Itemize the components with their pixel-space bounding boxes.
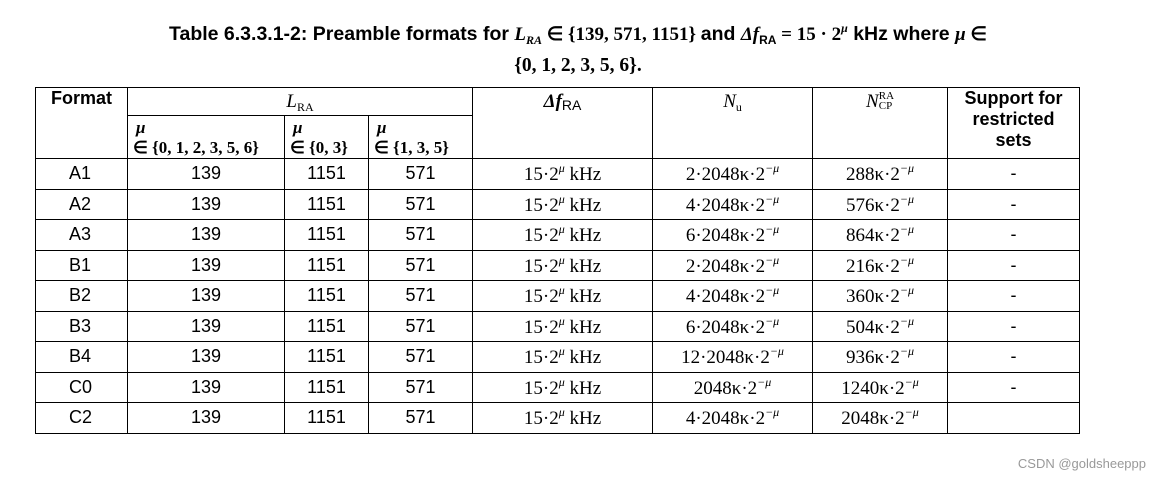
cell-nu-sup: −μ bbox=[757, 374, 772, 389]
header-lra-symbol: L bbox=[286, 91, 297, 112]
cell-text: C0 bbox=[69, 376, 93, 397]
cell-support bbox=[948, 250, 1080, 281]
cell-nu-sup: −μ bbox=[765, 191, 780, 206]
table-row bbox=[36, 403, 1080, 434]
table-row bbox=[36, 372, 1080, 403]
cell-ncp bbox=[813, 311, 948, 342]
cell-df-sup: μ bbox=[558, 252, 565, 267]
cell-df: 15·2 bbox=[523, 255, 559, 277]
cell-text: - bbox=[1010, 254, 1017, 275]
cell-text: B1 bbox=[69, 254, 92, 275]
cell-df-unit: kHz bbox=[564, 408, 602, 430]
header-nu-symbol: N bbox=[723, 91, 736, 112]
cell-ncp-sup: −μ bbox=[899, 252, 915, 267]
cell-format bbox=[36, 281, 128, 312]
cell-df-unit: kHz bbox=[564, 255, 602, 277]
cell-text: 139 bbox=[190, 193, 222, 214]
cell-format bbox=[36, 403, 128, 434]
cell-text: 1151 bbox=[307, 315, 346, 336]
cell-l571 bbox=[369, 159, 473, 190]
cell-ncp-sup: −μ bbox=[899, 344, 915, 359]
header-ncp-sup: RA bbox=[878, 90, 895, 102]
cell-text: 139 bbox=[190, 163, 222, 184]
cell-df-unit: kHz bbox=[564, 286, 602, 308]
cell-text: 571 bbox=[405, 315, 436, 336]
cell-text: 1151 bbox=[307, 407, 346, 428]
cell-support bbox=[948, 159, 1080, 190]
cell-l1151 bbox=[285, 189, 369, 220]
cell-ncp-value: 2048κ·2 bbox=[841, 408, 905, 430]
cell-text: 139 bbox=[190, 285, 222, 306]
cell-nu bbox=[653, 342, 813, 373]
cell-text: 139 bbox=[190, 346, 222, 367]
cell-l139 bbox=[128, 250, 285, 281]
cell-text: - bbox=[1010, 376, 1017, 397]
cell-text: 1151 bbox=[307, 224, 346, 245]
cell-text: 139 bbox=[190, 224, 222, 245]
caption-set: ∈ {139, 571, 1151} bbox=[542, 24, 701, 45]
caption-mu: μ bbox=[955, 24, 966, 45]
header-delta-sub: RA bbox=[561, 97, 582, 113]
header-lra bbox=[128, 88, 473, 116]
header-set-03: ∈ {0, 3} bbox=[290, 138, 348, 157]
table-row bbox=[36, 342, 1080, 373]
cell-nu-value: 2·2048κ·2 bbox=[685, 255, 766, 277]
table-row bbox=[36, 281, 1080, 312]
caption-line2: {0, 1, 2, 3, 5, 6}. bbox=[514, 55, 642, 76]
cell-nu-sup: −μ bbox=[765, 313, 780, 328]
header-delta-symbol: Δf bbox=[543, 91, 562, 112]
cell-text: - bbox=[1010, 224, 1017, 245]
cell-l1151 bbox=[285, 159, 369, 190]
header-set-all: ∈ {0, 1, 2, 3, 5, 6} bbox=[133, 138, 259, 157]
cell-df: 15·2 bbox=[523, 316, 559, 338]
cell-text: A1 bbox=[69, 163, 92, 184]
cell-ncp bbox=[813, 250, 948, 281]
header-ncp bbox=[813, 88, 948, 159]
cell-text: 1151 bbox=[307, 346, 346, 367]
cell-format bbox=[36, 372, 128, 403]
cell-text: A3 bbox=[69, 224, 92, 245]
cell-l571 bbox=[369, 250, 473, 281]
cell-delta-f bbox=[473, 403, 653, 434]
cell-df: 15·2 bbox=[523, 194, 559, 216]
cell-text: A2 bbox=[69, 193, 92, 214]
cell-text: 571 bbox=[405, 376, 436, 397]
cell-support bbox=[948, 372, 1080, 403]
cell-ncp bbox=[813, 189, 948, 220]
cell-l1151 bbox=[285, 250, 369, 281]
header-mu-all bbox=[128, 116, 285, 159]
cell-l1151 bbox=[285, 372, 369, 403]
cell-nu-sup: −μ bbox=[765, 252, 780, 267]
cell-nu bbox=[653, 372, 813, 403]
header-ncp-symbol: N bbox=[866, 91, 879, 112]
cell-ncp-value: 936κ·2 bbox=[846, 347, 900, 369]
cell-df: 15·2 bbox=[523, 225, 559, 247]
cell-l139 bbox=[128, 220, 285, 251]
cell-l139 bbox=[128, 372, 285, 403]
cell-delta-f bbox=[473, 250, 653, 281]
cell-text: 571 bbox=[405, 193, 436, 214]
cell-support bbox=[948, 342, 1080, 373]
cell-ncp-sup: −μ bbox=[899, 283, 915, 298]
cell-df-unit: kHz bbox=[564, 225, 602, 247]
cell-format bbox=[36, 220, 128, 251]
cell-l139 bbox=[128, 281, 285, 312]
cell-nu-value: 4·2048κ·2 bbox=[685, 286, 766, 308]
cell-ncp-sup: −μ bbox=[899, 313, 915, 328]
cell-text: 1151 bbox=[307, 376, 346, 397]
cell-text: 571 bbox=[405, 346, 436, 367]
cell-text: 571 bbox=[405, 224, 436, 245]
cell-ncp-value: 360κ·2 bbox=[846, 286, 900, 308]
cell-l571 bbox=[369, 372, 473, 403]
cell-nu-value: 4·2048κ·2 bbox=[685, 194, 766, 216]
header-support: Support for restricted sets bbox=[948, 88, 1080, 159]
header-nu bbox=[653, 88, 813, 159]
cell-nu bbox=[653, 311, 813, 342]
cell-text: 139 bbox=[190, 376, 222, 397]
cell-ncp bbox=[813, 159, 948, 190]
cell-nu bbox=[653, 403, 813, 434]
cell-ncp bbox=[813, 281, 948, 312]
cell-l139 bbox=[128, 342, 285, 373]
header-set-135: ∈ {1, 3, 5} bbox=[374, 138, 449, 157]
cell-nu-value: 4·2048κ·2 bbox=[685, 408, 766, 430]
cell-text: B2 bbox=[69, 285, 92, 306]
cell-text: 571 bbox=[405, 163, 436, 184]
cell-text: - bbox=[1010, 285, 1017, 306]
caption-prefix: Table 6.3.3.1-2: Preamble formats for bbox=[169, 23, 515, 45]
cell-nu-value: 12·2048κ·2 bbox=[681, 347, 770, 369]
cell-format bbox=[36, 189, 128, 220]
cell-nu-sup: −μ bbox=[765, 405, 780, 420]
cell-df-sup: μ bbox=[558, 191, 565, 206]
cell-l139 bbox=[128, 189, 285, 220]
header-mu-03-symbol: μ bbox=[293, 118, 303, 137]
header-mu-135-symbol: μ bbox=[377, 118, 387, 137]
cell-ncp-sup: −μ bbox=[899, 161, 915, 176]
table-row bbox=[36, 159, 1080, 190]
cell-ncp-value: 1240κ·2 bbox=[841, 377, 905, 399]
cell-text: 139 bbox=[190, 254, 222, 275]
cell-nu-value: 2·2048κ·2 bbox=[685, 164, 766, 186]
table-row bbox=[36, 311, 1080, 342]
caption-in: ∈ bbox=[965, 24, 987, 45]
cell-df-sup: μ bbox=[558, 222, 565, 237]
cell-l139 bbox=[128, 403, 285, 434]
cell-l1151 bbox=[285, 220, 369, 251]
cell-text: 139 bbox=[190, 315, 222, 336]
cell-ncp-value: 288κ·2 bbox=[846, 164, 900, 186]
caption-lra: $L_{RA}$ bbox=[514, 24, 542, 47]
preamble-formats-table bbox=[35, 87, 1080, 434]
cell-text: 571 bbox=[405, 407, 436, 428]
cell-l1151 bbox=[285, 403, 369, 434]
cell-l571 bbox=[369, 342, 473, 373]
cell-support bbox=[948, 189, 1080, 220]
cell-l1151 bbox=[285, 342, 369, 373]
cell-nu-sup: −μ bbox=[769, 344, 784, 359]
cell-text: - bbox=[1010, 346, 1017, 367]
table-caption bbox=[0, 16, 1156, 78]
cell-ncp bbox=[813, 403, 948, 434]
cell-nu bbox=[653, 281, 813, 312]
cell-nu-value: 2048κ·2 bbox=[693, 377, 758, 399]
cell-ncp-value: 504κ·2 bbox=[846, 316, 900, 338]
cell-l1151 bbox=[285, 281, 369, 312]
caption-mu-sup: μ bbox=[841, 21, 848, 35]
cell-text: 571 bbox=[405, 254, 436, 275]
cell-text: 139 bbox=[190, 407, 222, 428]
cell-df-unit: kHz bbox=[564, 347, 602, 369]
cell-ncp-sup: −μ bbox=[904, 374, 919, 389]
cell-df-unit: kHz bbox=[564, 194, 602, 216]
cell-df: 15·2 bbox=[523, 286, 559, 308]
cell-support bbox=[948, 281, 1080, 312]
cell-delta-f bbox=[473, 189, 653, 220]
cell-ncp-value: 864κ·2 bbox=[846, 225, 900, 247]
cell-nu bbox=[653, 159, 813, 190]
cell-delta-f bbox=[473, 220, 653, 251]
cell-l571 bbox=[369, 220, 473, 251]
cell-text: B3 bbox=[69, 315, 92, 336]
cell-l571 bbox=[369, 281, 473, 312]
cell-df: 15·2 bbox=[523, 408, 559, 430]
caption-and: and bbox=[700, 23, 741, 45]
caption-lra-sub: RA bbox=[525, 33, 542, 47]
table-row bbox=[36, 189, 1080, 220]
cell-ncp-sup: −μ bbox=[899, 191, 915, 206]
cell-df-sup: μ bbox=[558, 344, 565, 359]
caption-delta-sub: RA bbox=[759, 33, 777, 47]
cell-text: C2 bbox=[69, 407, 93, 428]
cell-delta-f bbox=[473, 311, 653, 342]
cell-delta-f bbox=[473, 372, 653, 403]
cell-delta-f bbox=[473, 159, 653, 190]
header-mu-135 bbox=[369, 116, 473, 159]
cell-nu bbox=[653, 189, 813, 220]
cell-df-unit: kHz bbox=[564, 164, 602, 186]
cell-df-sup: μ bbox=[558, 313, 565, 328]
header-mu-03 bbox=[285, 116, 369, 159]
header-mu-all-symbol: μ bbox=[136, 118, 146, 137]
cell-delta-f bbox=[473, 281, 653, 312]
cell-df: 15·2 bbox=[523, 164, 559, 186]
cell-text: - bbox=[1010, 163, 1017, 184]
cell-support bbox=[948, 220, 1080, 251]
caption-khz: kHz where bbox=[847, 23, 956, 45]
cell-ncp-sup: −μ bbox=[904, 405, 919, 420]
cell-format bbox=[36, 250, 128, 281]
cell-format bbox=[36, 311, 128, 342]
header-format: Format bbox=[36, 88, 128, 159]
table-row bbox=[36, 250, 1080, 281]
cell-format bbox=[36, 159, 128, 190]
cell-text: 1151 bbox=[307, 254, 346, 275]
cell-df: 15·2 bbox=[523, 377, 559, 399]
cell-nu bbox=[653, 220, 813, 251]
cell-nu-value: 6·2048κ·2 bbox=[685, 225, 766, 247]
cell-df-sup: μ bbox=[558, 374, 565, 389]
cell-df: 15·2 bbox=[523, 347, 559, 369]
cell-text: 1151 bbox=[307, 193, 346, 214]
header-nu-sub: u bbox=[735, 100, 742, 114]
cell-l139 bbox=[128, 311, 285, 342]
cell-ncp bbox=[813, 342, 948, 373]
cell-text: 1151 bbox=[307, 163, 346, 184]
cell-ncp bbox=[813, 372, 948, 403]
cell-ncp bbox=[813, 220, 948, 251]
header-lra-sub: RA bbox=[296, 100, 314, 114]
table-body bbox=[36, 159, 1080, 434]
cell-df-sup: μ bbox=[558, 161, 565, 176]
cell-df-sup: μ bbox=[558, 405, 565, 420]
header-row-1 bbox=[36, 88, 1080, 116]
cell-format bbox=[36, 342, 128, 373]
caption-eq: = 15 · 2 bbox=[776, 24, 842, 45]
cell-ncp-sup: −μ bbox=[899, 222, 915, 237]
cell-nu-sup: −μ bbox=[765, 222, 780, 237]
header-delta-f bbox=[473, 88, 653, 159]
cell-nu-value: 6·2048κ·2 bbox=[685, 316, 766, 338]
cell-df-unit: kHz bbox=[564, 316, 602, 338]
cell-l571 bbox=[369, 189, 473, 220]
table-row bbox=[36, 220, 1080, 251]
cell-nu bbox=[653, 250, 813, 281]
cell-text: - bbox=[1010, 315, 1017, 336]
cell-l1151 bbox=[285, 311, 369, 342]
cell-text: - bbox=[1010, 193, 1017, 214]
cell-ncp-value: 216κ·2 bbox=[846, 255, 900, 277]
header-ncp-sub: CP bbox=[878, 100, 893, 112]
cell-ncp-value: 576κ·2 bbox=[846, 194, 900, 216]
caption-delta: Δf bbox=[740, 24, 760, 45]
cell-nu-sup: −μ bbox=[765, 161, 780, 176]
cell-l571 bbox=[369, 311, 473, 342]
cell-text: 571 bbox=[405, 285, 436, 306]
cell-nu-sup: −μ bbox=[765, 283, 780, 298]
cell-l571 bbox=[369, 403, 473, 434]
cell-text: 1151 bbox=[307, 285, 346, 306]
watermark: CSDN @goldsheeppp bbox=[1017, 456, 1146, 471]
cell-support bbox=[948, 403, 1080, 434]
cell-text: B4 bbox=[69, 346, 92, 367]
cell-support bbox=[948, 311, 1080, 342]
cell-l139 bbox=[128, 159, 285, 190]
cell-df-sup: μ bbox=[558, 283, 565, 298]
cell-delta-f bbox=[473, 342, 653, 373]
cell-df-unit: kHz bbox=[564, 377, 602, 399]
